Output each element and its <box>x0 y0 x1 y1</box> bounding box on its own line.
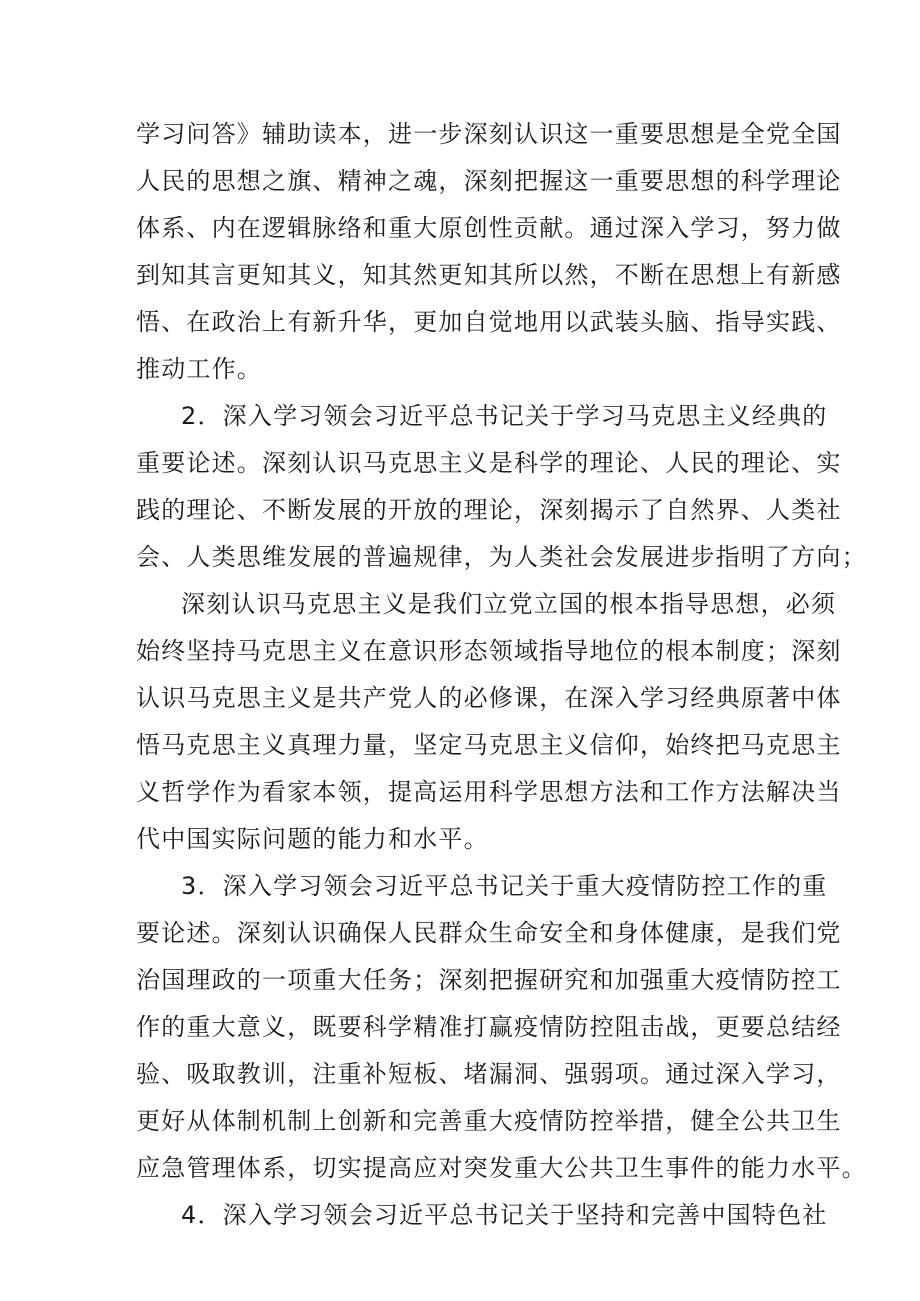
paragraph-start-line: 深刻认识马克思主义是我们立党立国的根本指导思想，必须 <box>181 590 837 618</box>
section-2-heading-line: 2．深入学习领会习近平总书记关于学习马克思主义经典的 <box>181 402 828 430</box>
text-line: 践的理论、不断发展的开放的理论，深刻揭示了自然界、人类社 <box>136 496 842 524</box>
section-4-heading-line: 4．深入学习领会习近平总书记关于坚持和完善中国特色社 <box>181 1201 828 1229</box>
text-line: 应急管理体系，切实提高应对突发重大公共卫生事件的能力水平。 <box>136 1154 867 1182</box>
text-line: 体系、内在逻辑脉络和重大原创性贡献。通过深入学习，努力做 <box>136 214 842 242</box>
text-line: 认识马克思主义是共产党人的必修课，在深入学习经典原著中体 <box>136 684 842 712</box>
text-line: 代中国实际问题的能力和水平。 <box>136 825 489 853</box>
text-line: 重要论述。深刻认识马克思主义是科学的理论、人民的理论、实 <box>136 449 842 477</box>
section-3-heading-line: 3．深入学习领会习近平总书记关于重大疫情防控工作的重 <box>181 872 828 900</box>
text-line: 学习问答》辅助读本，进一步深刻认识这一重要思想是全党全国 <box>136 120 842 148</box>
text-line: 人民的思想之旗、精神之魂，深刻把握这一重要思想的科学理论 <box>136 167 842 195</box>
text-line: 治国理政的一项重大任务；深刻把握研究和加强重大疫情防控工 <box>136 966 842 994</box>
text-line: 作的重大意义，既要科学精准打赢疫情防控阻击战，更要总结经 <box>136 1013 842 1041</box>
text-line: 要论述。深刻认识确保人民群众生命安全和身体健康，是我们党 <box>136 919 842 947</box>
text-line: 义哲学作为看家本领，提高运用科学思想方法和工作方法解决当 <box>136 778 842 806</box>
text-line: 推动工作。 <box>136 355 262 383</box>
text-line: 悟、在政治上有新升华，更加自觉地用以武装头脑、指导实践、 <box>136 308 842 336</box>
text-line: 会、人类思维发展的普遍规律，为人类社会发展进步指明了方向； <box>136 543 867 571</box>
text-line: 悟马克思主义真理力量，坚定马克思主义信仰，始终把马克思主 <box>136 731 842 759</box>
text-line: 更好从体制机制上创新和完善重大疫情防控举措，健全公共卫生 <box>136 1107 842 1135</box>
text-line: 验、吸取教训，注重补短板、堵漏洞、强弱项。通过深入学习， <box>136 1060 842 1088</box>
text-line: 到知其言更知其义，知其然更知其所以然，不断在思想上有新感 <box>136 261 842 289</box>
text-line: 始终坚持马克思主义在意识形态领域指导地位的根本制度；深刻 <box>136 637 842 665</box>
